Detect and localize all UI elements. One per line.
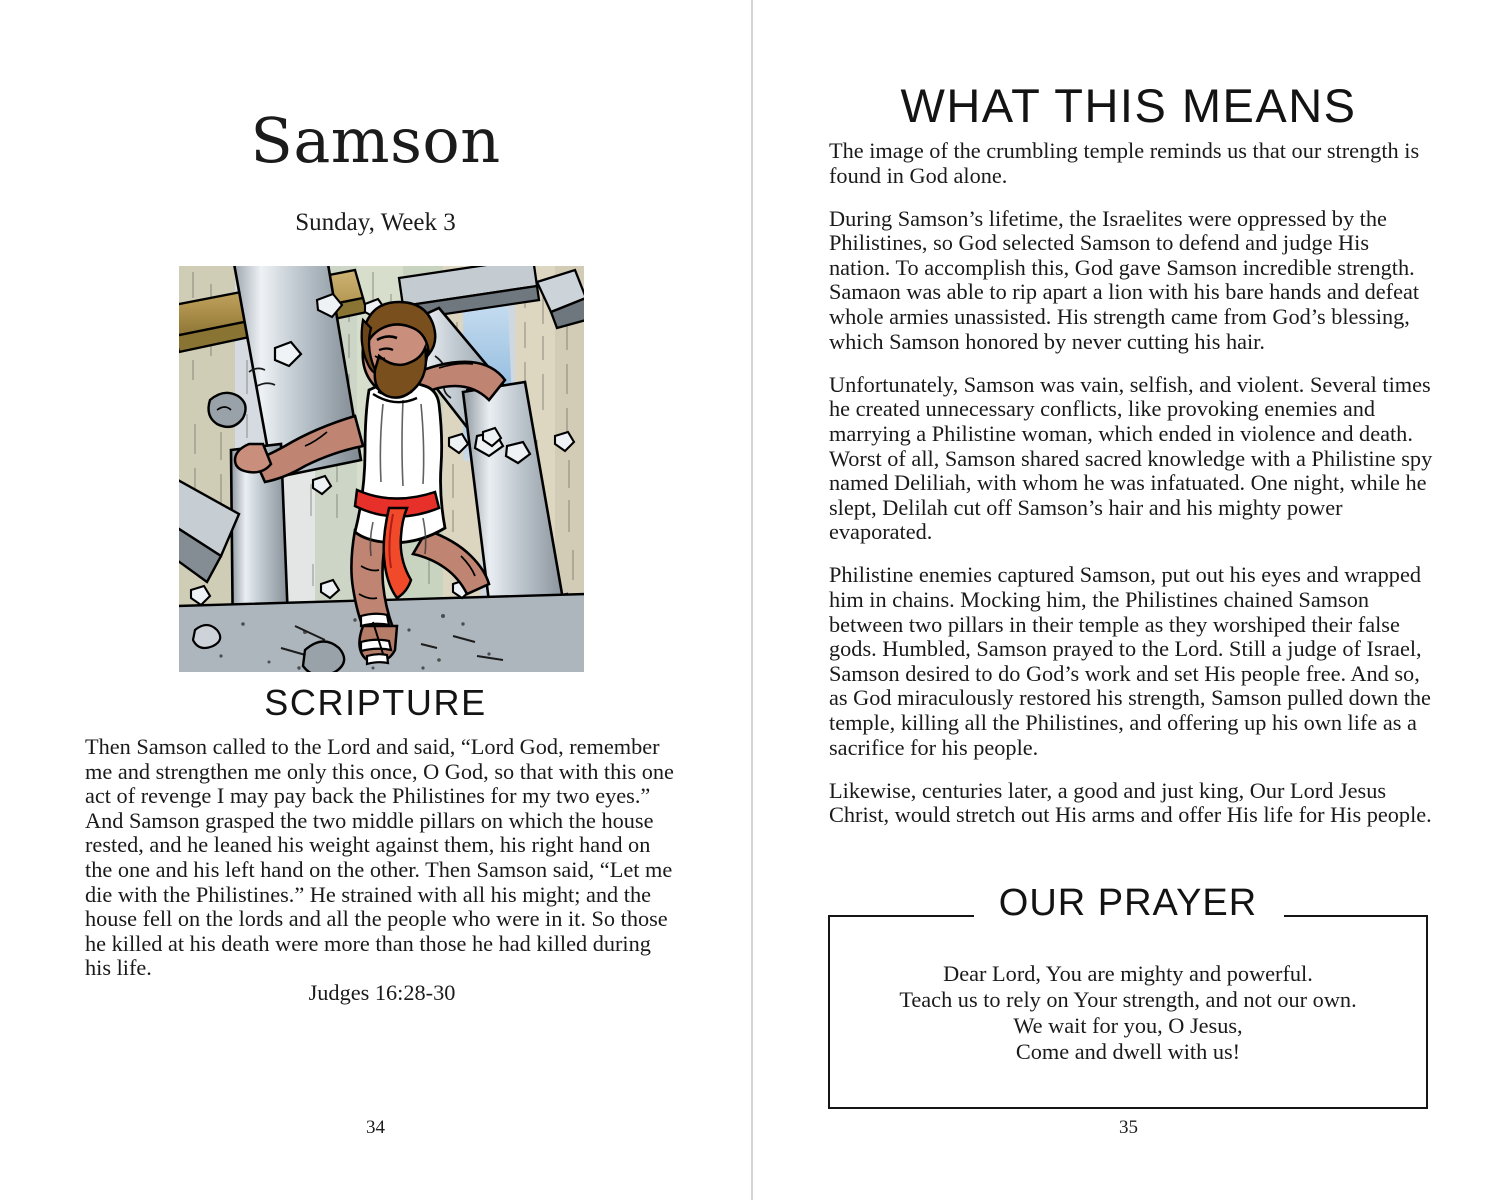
paragraph: Likewise, centuries later, a good and just king, Our Lord Jesus Christ, would stretch out His arms and offer His life for His people. <box>829 777 1432 828</box>
page-number-right: 35 <box>1119 1117 1138 1138</box>
our-prayer-heading: OUR PRAYER <box>998 882 1258 924</box>
scripture-text: Then Samson called to the Lord and said, “Lord God, remember me and strengthen me only this once, O God, so that with this one act of revenge I may pay back the Philistines for my two eyes.” And Samson grasped the two middle pillars on which the house rested, and he leaned his weight against them, his right hand on the one and his left hand on the other. Then Samson said, “Let me die with the Philistines.” He strained with all his might; and the house fell on the lords and all the people who were in it. So those he killed at his death were more than those he had killed during his life. <box>85 734 674 981</box>
paragraph: Unfortunately, Samson was vain, selfish, and violent. Several times he created unnecessary conflicts, like provoking enemies and marrying a Philistine woman, which ended in violence and death. Worst of all, Samson shared sacred knowledge with a Philistine spy named Deliliah, with whom he was infatuated. One night, while he slept, Delilah cut off Samson’s hair and his mighty power evaporated. <box>829 371 1433 545</box>
paragraph: During Samson’s lifetime, the Israelites were oppressed by the Philistines, so God selected Samson to defend and judge His nation. To accomplish this, God gave Samson incredible strength. Samaon was able to rip apart a lion with his bare hands and defeat whole armies unassisted. His strength came from God’s blessing, which Samson honored by never cutting his hair. <box>829 205 1420 354</box>
prayer-line: Dear Lord, You are mighty and powerful. <box>943 961 1313 986</box>
scripture-heading: SCRIPTURE <box>264 682 487 723</box>
what-this-means-heading: WHAT THIS MEANS <box>900 79 1357 132</box>
page-subtitle: Sunday, Week 3 <box>295 209 456 236</box>
paragraph: The image of the crumbling temple reminds us that our strength is found in God alone. <box>829 138 1420 188</box>
page-title: Samson <box>250 104 501 177</box>
what-this-means-body <box>829 139 1433 828</box>
prayer-line: Teach us to rely on Your strength, and not our own. <box>899 987 1357 1012</box>
left-page <box>0 0 751 1200</box>
prayer-line: We wait for you, O Jesus, <box>1013 1013 1243 1038</box>
samson-illustration <box>177 264 586 674</box>
our-prayer-text <box>828 961 1428 1065</box>
prayer-line: Come and dwell with us! <box>1015 1039 1241 1064</box>
page-number-left: 34 <box>366 1117 385 1138</box>
paragraph: Philistine enemies captured Samson, put out his eyes and wrapped him in chains. Mocking him, the Philistines chained Samson between two pillars in their temple as they worshiped their false gods. Humbled, Samson prayed to the Lord. Still a judge of Israel, Samson desired to do God’s work and set His people free. And so, as God miraculously restored his strength, Samson pulled down the temple, killing all the Philistines, and offering up his own life as a sacrifice for his people. <box>829 562 1431 760</box>
our-prayer-box <box>828 882 1428 1109</box>
scripture-reference: Judges 16:28-30 <box>308 980 456 1005</box>
right-page <box>753 0 1504 1200</box>
